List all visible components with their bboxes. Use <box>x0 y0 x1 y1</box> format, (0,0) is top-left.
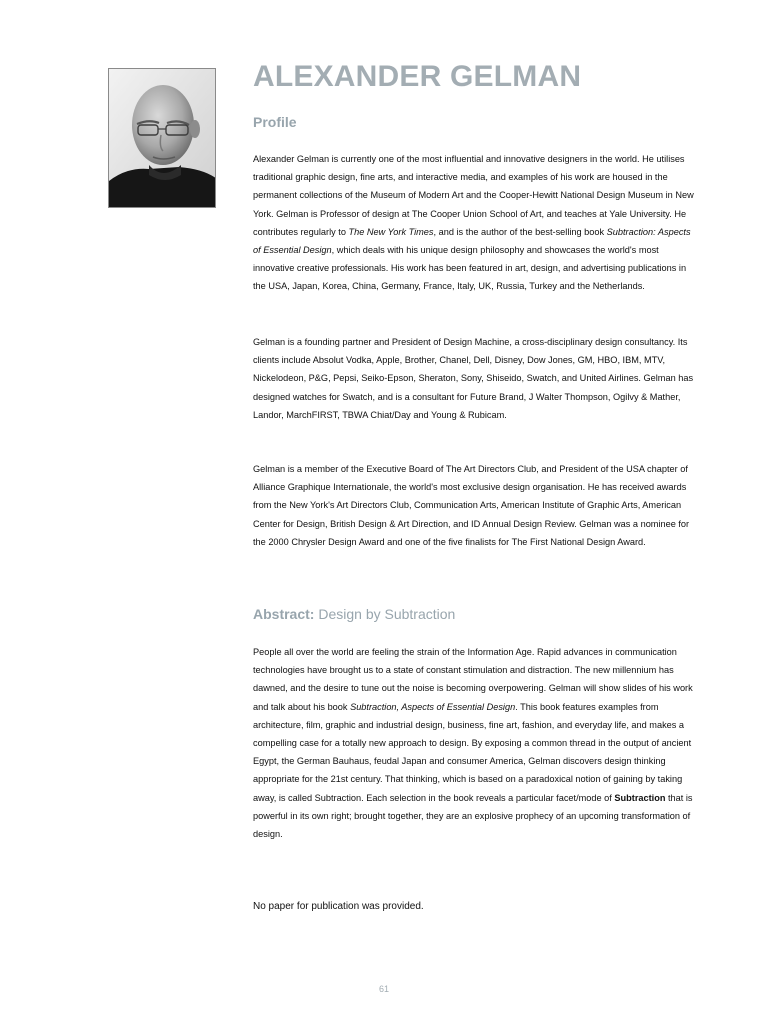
page-number: 61 <box>378 984 389 994</box>
profile-paragraph-1-text-e: , which deals with his unique design philosophy and showcases the world's most innovative creative professionals. His work has been featured in art, design, and advertising publications in the USA, Japan, Korea, China, Germany, France, Italy, UK, Russia, Turkey and the Netherlands. <box>253 245 687 292</box>
abstract-paragraph-text-a: People all over the world are feeling the strain of the Information Age. Rapid advances in communication technologies have brought us to a state of constant stimulation and distraction. The new millennium has dawned, and the desire to tune out the noise is becoming overpowering. Gelman will show slides of his work and talk about his book <box>253 647 693 712</box>
author-portrait-illustration <box>109 69 216 208</box>
profile-paragraph-3: Gelman is a member of the Executive Board of The Art Directors Club, and President of the USA chapter of Alliance Graphique Internationale, the world's most exclusive design organisation. He has received awards from the New York's Art Directors Club, Communication Arts, American Institute of Graphic Arts, American Center for Design, British Design & Art Direction, and ID Annual Design Review. Gelman was a nominee for the 2000 Chrysler Design Award and one of the five finalists for The First National Design Award. <box>253 464 690 547</box>
abstract-paragraph-text-c: . This book features examples from architecture, film, graphic and industrial design, business, fine art, fashion, and everyday life, and makes a compelling case for a totally new approach to design. By exposing a common thread in the output of ancient Egypt, the German Bauhaus, feudal Japan and consumer America, Gelman discovers design thinking appropriate for the 21st century. That thinking, which is based on a paradoxical notion of gaining by taking away, is called Subtraction. Each selection in the book reveals a particular facet/mode of <box>253 701 692 803</box>
abstract-book-title: Subtraction, Aspects of Essential Design <box>350 701 516 712</box>
abstract-title: Design by Subtraction <box>314 606 456 622</box>
abstract-label: Abstract: <box>253 606 315 622</box>
book-title: Subtraction: Aspects of Essential Design <box>253 226 691 256</box>
profile-paragraph-2: Gelman is a founding partner and President of Design Machine, a cross-disciplinary design consultancy. Its clients include Absolut Vodka, Apple, Brother, Chanel, Dell, Disney, Dow Jones, GM, HBO, IBM, MTV, Nickelodeon, P&G, Pepsi, Seiko-Epson, Sheraton, Sony, Shiseido, Swatch, and United Airlines. Gelman has designed watches for Swatch, and is a consultant for Future Brand, J Walter Thompson, Ogilvy & Mather, Landor, MarchFIRST, TBWA Chiat/Day and Young & Rubicam. <box>253 337 694 420</box>
profile-heading: Profile <box>253 114 297 130</box>
abstract-paragraph <box>253 643 699 843</box>
speaker-name: ALEXANDER GELMAN <box>253 60 582 93</box>
profile-paragraph-1 <box>253 150 699 296</box>
subtraction-term: Subtraction <box>614 792 666 803</box>
abstract-paragraph-text-e: that is powerful in its own right; brought together, they are an explosive prophecy of an upcoming transformation of design. <box>253 792 693 840</box>
profile-paragraph-1-text-c: , and is the author of the best-selling book <box>433 226 607 237</box>
abstract-heading <box>253 606 455 622</box>
newspaper-title: The New York Times <box>348 226 434 237</box>
author-photo <box>108 68 216 208</box>
no-paper-note: No paper for publication was provided. <box>253 901 424 912</box>
profile-paragraph-1-text-a: Alexander Gelman is currently one of the most influential and innovative designers in the world. He utilises traditional graphic design, fine arts, and interactive media, and examples of his work are housed in the permanent collections of the Museum of Modern Art and the Cooper-Hewitt National Design Museum in New York. Gelman is Professor of design at The Cooper Union School of Art, and teaches at Yale University. He contributes regularly to <box>253 154 694 237</box>
